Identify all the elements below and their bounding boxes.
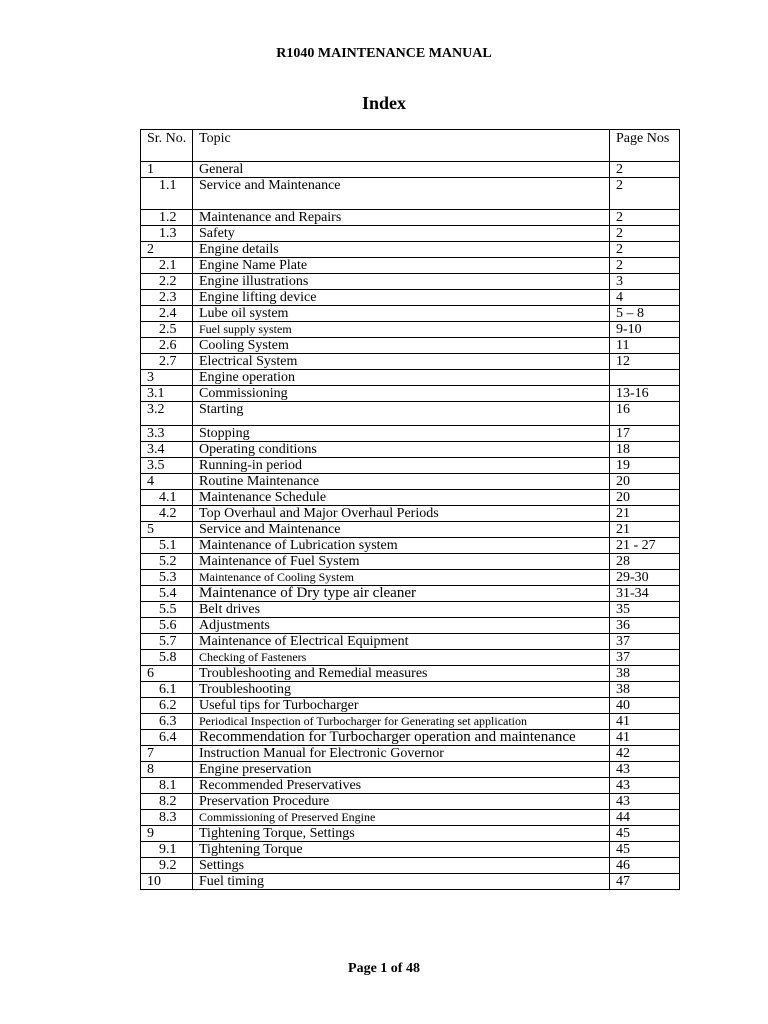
table-row [141,258,680,274]
row-page: 21 [610,522,680,538]
row-sr-no: 4 [141,474,193,490]
index-table [140,129,680,890]
row-sr-no: 1 [141,162,193,178]
row-page: 37 [610,634,680,650]
row-topic: Engine details [193,242,610,258]
row-page: 43 [610,778,680,794]
row-sr-no: 2.3 [141,290,193,306]
table-row [141,618,680,634]
row-topic: Lube oil system [193,306,610,322]
table-row [141,874,680,890]
row-page: 28 [610,554,680,570]
table-row [141,746,680,762]
row-sr-no: 5.8 [141,650,193,666]
table-row [141,386,680,402]
table-row [141,570,680,586]
row-topic: Maintenance of Electrical Equipment [193,634,610,650]
row-sr-no: 6.1 [141,682,193,698]
row-sr-no: 5.3 [141,570,193,586]
table-row [141,338,680,354]
row-page: 47 [610,874,680,890]
row-sr-no: 6.3 [141,714,193,730]
row-sr-no: 6.4 [141,730,193,746]
row-topic: Fuel supply system [193,322,610,338]
row-topic: Recommendation for Turbocharger operation and maintenance [193,730,610,746]
row-page: 45 [610,842,680,858]
row-topic: Stopping [193,426,610,442]
row-sr-no: 5 [141,522,193,538]
row-sr-no: 5.6 [141,618,193,634]
row-sr-no: 4.2 [141,506,193,522]
row-page: 43 [610,794,680,810]
row-sr-no: 3.4 [141,442,193,458]
table-row [141,666,680,682]
row-page: 16 [610,402,680,426]
table-row [141,226,680,242]
row-sr-no: 5.4 [141,586,193,602]
row-sr-no: 6 [141,666,193,682]
table-row [141,426,680,442]
row-sr-no: 6.2 [141,698,193,714]
row-page: 35 [610,602,680,618]
column-header-topic: Topic [193,130,610,162]
row-sr-no: 9.1 [141,842,193,858]
row-sr-no: 2.1 [141,258,193,274]
table-row [141,242,680,258]
table-row [141,370,680,386]
row-page: 2 [610,162,680,178]
column-header-sr-no: Sr. No. [141,130,193,162]
row-page: 2 [610,178,680,210]
row-topic: Engine preservation [193,762,610,778]
row-topic: Top Overhaul and Major Overhaul Periods [193,506,610,522]
row-page: 37 [610,650,680,666]
table-row [141,858,680,874]
table-row [141,490,680,506]
row-topic: Engine lifting device [193,290,610,306]
row-sr-no: 1.1 [141,178,193,210]
row-topic: General [193,162,610,178]
row-sr-no: 2.5 [141,322,193,338]
table-row [141,762,680,778]
row-topic: Tightening Torque, Settings [193,826,610,842]
row-page: 42 [610,746,680,762]
row-page: 13-16 [610,386,680,402]
row-page: 19 [610,458,680,474]
table-row [141,522,680,538]
row-topic: Starting [193,402,610,426]
table-row [141,162,680,178]
table-row [141,210,680,226]
table-row [141,778,680,794]
row-sr-no: 2.6 [141,338,193,354]
row-page: 45 [610,826,680,842]
row-sr-no: 7 [141,746,193,762]
row-topic: Engine illustrations [193,274,610,290]
row-page: 40 [610,698,680,714]
row-page: 5 – 8 [610,306,680,322]
row-topic: Commissioning of Preserved Engine [193,810,610,826]
table-row [141,794,680,810]
row-page: 18 [610,442,680,458]
row-topic: Tightening Torque [193,842,610,858]
row-page: 20 [610,474,680,490]
row-topic: Belt drives [193,602,610,618]
row-sr-no: 5.5 [141,602,193,618]
table-row [141,698,680,714]
row-sr-no: 1.3 [141,226,193,242]
row-page: 2 [610,210,680,226]
table-row [141,306,680,322]
row-topic: Preservation Procedure [193,794,610,810]
table-row [141,290,680,306]
row-topic: Safety [193,226,610,242]
table-row [141,602,680,618]
row-sr-no: 3.1 [141,386,193,402]
table-row [141,714,680,730]
row-sr-no: 5.1 [141,538,193,554]
row-page: 29-30 [610,570,680,586]
row-sr-no: 2.2 [141,274,193,290]
table-row [141,842,680,858]
row-topic: Service and Maintenance [193,178,610,210]
row-topic: Engine Name Plate [193,258,610,274]
row-topic: Periodical Inspection of Turbocharger for Generating set application [193,714,610,730]
row-page: 2 [610,258,680,274]
row-topic: Adjustments [193,618,610,634]
table-row [141,402,680,426]
row-page: 31-34 [610,586,680,602]
column-header-page: Page Nos [610,130,680,162]
table-row [141,634,680,650]
row-sr-no: 8.3 [141,810,193,826]
row-page: 36 [610,618,680,634]
row-topic: Checking of Fasteners [193,650,610,666]
row-page: 38 [610,682,680,698]
row-sr-no: 2 [141,242,193,258]
row-page: 20 [610,490,680,506]
row-topic: Cooling System [193,338,610,354]
row-page: 41 [610,730,680,746]
row-sr-no: 3.5 [141,458,193,474]
row-topic: Troubleshooting and Remedial measures [193,666,610,682]
table-row [141,474,680,490]
table-row [141,650,680,666]
row-sr-no: 8 [141,762,193,778]
row-page: 4 [610,290,680,306]
index-title: Index [361,93,406,113]
row-topic: Routine Maintenance [193,474,610,490]
row-sr-no: 2.7 [141,354,193,370]
row-topic: Running-in period [193,458,610,474]
row-topic: Troubleshooting [193,682,610,698]
row-topic: Recommended Preservatives [193,778,610,794]
page-number: Page 1 of 48 [348,961,420,976]
row-topic: Commissioning [193,386,610,402]
row-page: 41 [610,714,680,730]
table-row [141,506,680,522]
row-sr-no: 10 [141,874,193,890]
row-page: 12 [610,354,680,370]
row-topic: Electrical System [193,354,610,370]
row-topic: Useful tips for Turbocharger [193,698,610,714]
row-page: 43 [610,762,680,778]
row-sr-no: 3 [141,370,193,386]
row-topic: Maintenance of Cooling System [193,570,610,586]
row-topic: Settings [193,858,610,874]
row-sr-no: 9.2 [141,858,193,874]
row-page: 21 [610,506,680,522]
row-page: 11 [610,338,680,354]
table-row [141,826,680,842]
table-row [141,274,680,290]
row-sr-no: 9 [141,826,193,842]
row-page: 21 - 27 [610,538,680,554]
row-sr-no: 1.2 [141,210,193,226]
row-topic: Maintenance Schedule [193,490,610,506]
row-topic: Maintenance of Lubrication system [193,538,610,554]
row-sr-no: 4.1 [141,490,193,506]
table-row [141,458,680,474]
row-page: 38 [610,666,680,682]
row-sr-no: 8.1 [141,778,193,794]
row-topic: Maintenance and Repairs [193,210,610,226]
table-header-row [141,130,680,162]
table-row [141,554,680,570]
row-page: 9-10 [610,322,680,338]
table-row [141,322,680,338]
row-page: 2 [610,242,680,258]
table-row [141,682,680,698]
row-page: 44 [610,810,680,826]
table-row [141,178,680,210]
row-topic: Instruction Manual for Electronic Governor [193,746,610,762]
row-sr-no: 3.3 [141,426,193,442]
row-sr-no: 5.2 [141,554,193,570]
row-page: 17 [610,426,680,442]
table-row [141,810,680,826]
document-header: R1040 MAINTENANCE MANUAL [276,46,492,61]
row-sr-no: 8.2 [141,794,193,810]
row-topic: Maintenance of Fuel System [193,554,610,570]
row-sr-no: 3.2 [141,402,193,426]
row-page [610,370,680,386]
row-topic: Maintenance of Dry type air cleaner [193,586,610,602]
row-topic: Operating conditions [193,442,610,458]
table-row [141,586,680,602]
row-sr-no: 5.7 [141,634,193,650]
row-page: 2 [610,226,680,242]
table-row [141,442,680,458]
row-page: 46 [610,858,680,874]
table-row [141,538,680,554]
index-table-body [141,162,680,890]
row-page: 3 [610,274,680,290]
row-topic: Service and Maintenance [193,522,610,538]
row-topic: Engine operation [193,370,610,386]
table-row [141,354,680,370]
row-topic: Fuel timing [193,874,610,890]
row-sr-no: 2.4 [141,306,193,322]
table-row [141,730,680,746]
